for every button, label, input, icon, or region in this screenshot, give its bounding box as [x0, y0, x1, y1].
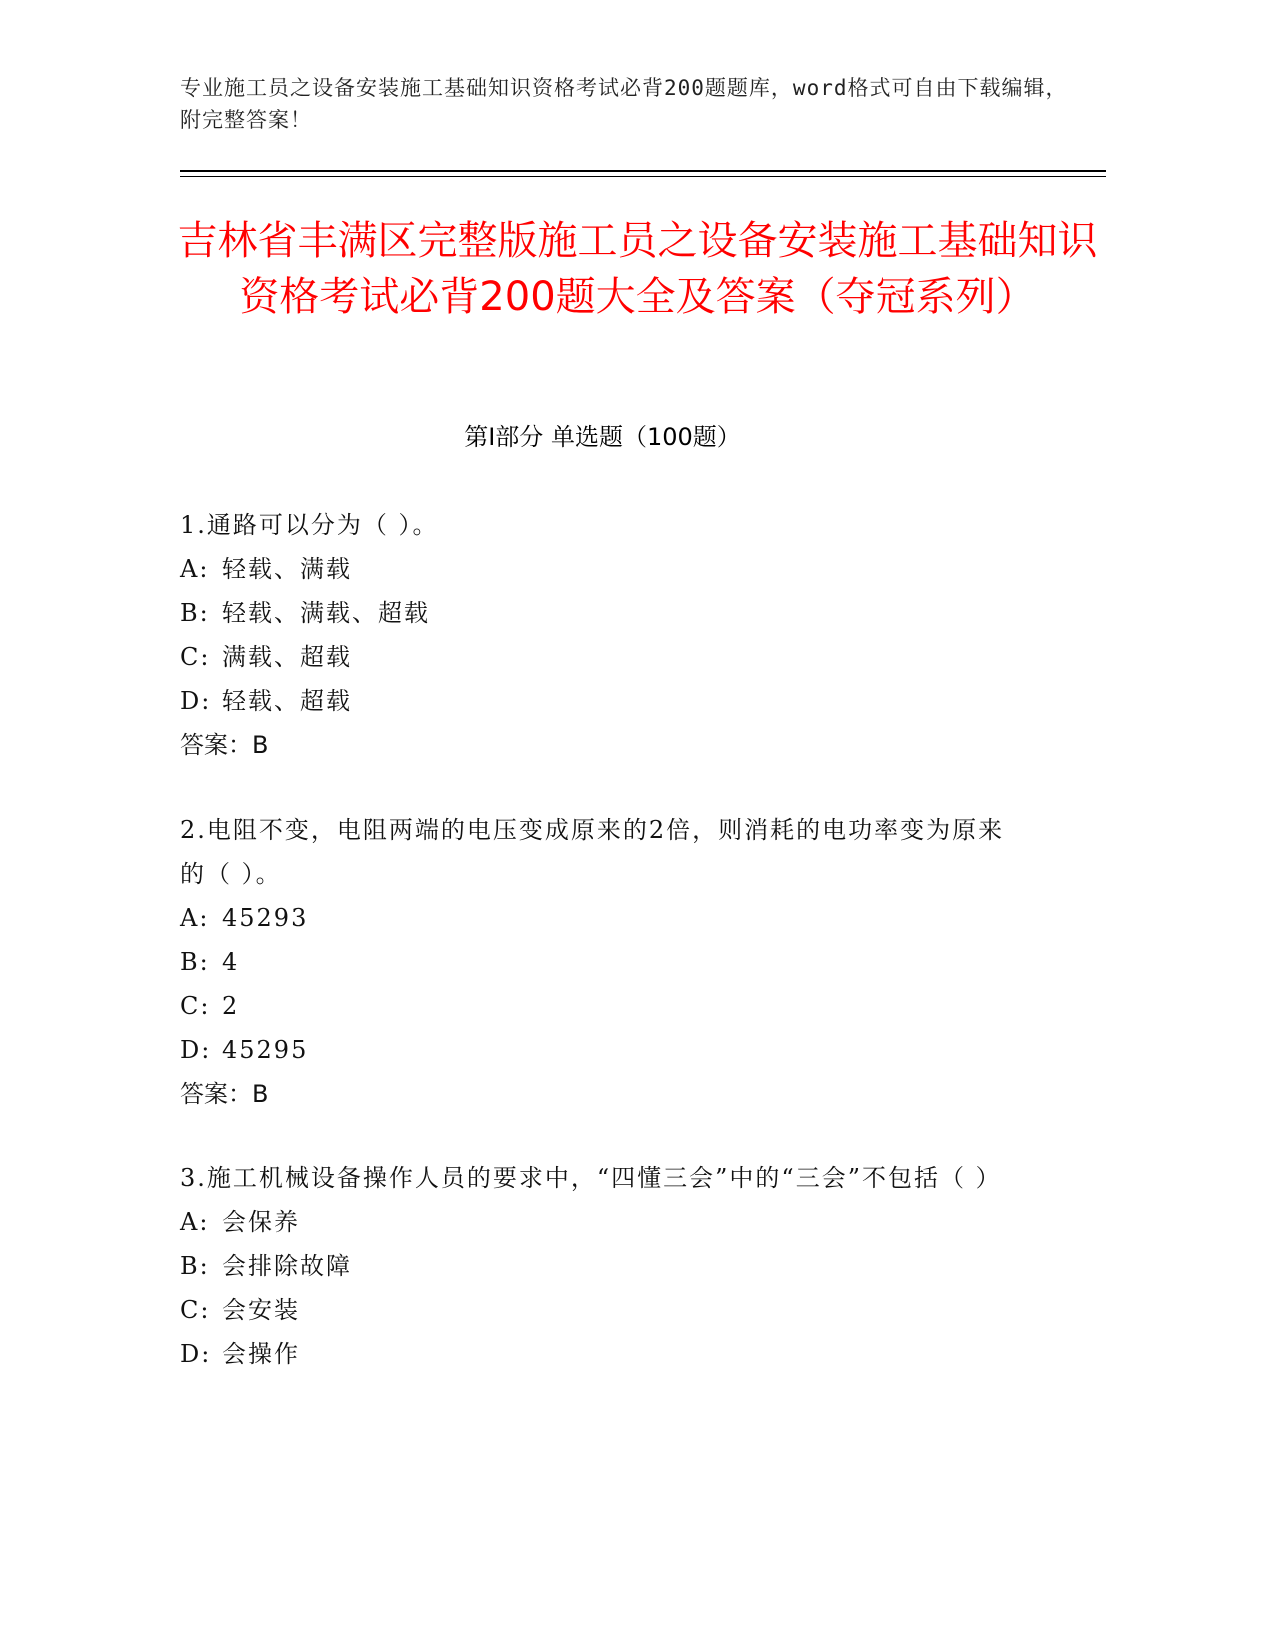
header-note: 专业施工员之设备安装施工基础知识资格考试必背200题题库，word格式可自由下载编辑，附完整答案！ — [180, 76, 1068, 132]
option-d — [180, 679, 1030, 723]
option-text: 会保养 — [222, 1208, 300, 1236]
question-stem: 1.通路可以分为（ ）。 — [180, 511, 439, 539]
answer-line: 答案：B — [180, 731, 269, 759]
option-letter: C: — [180, 643, 211, 671]
question-stem: 2.电阻不变，电阻两端的电压变成原来的2倍，则消耗的电功率变为原来的（ ）。 — [180, 816, 1005, 888]
question-3 — [180, 1156, 1030, 1376]
option-b — [180, 1244, 1030, 1288]
option-text: 2 — [222, 992, 240, 1020]
option-text: 轻载、满载 — [222, 555, 352, 583]
option-text: 会排除故障 — [222, 1252, 352, 1280]
option-d — [180, 1332, 1030, 1376]
option-c — [180, 1288, 1030, 1332]
option-letter: D: — [180, 687, 212, 715]
question-2 — [180, 808, 1030, 1116]
option-letter: D: — [180, 1036, 212, 1064]
option-c — [180, 984, 1030, 1028]
option-text: 满载、超载 — [222, 643, 352, 671]
option-b — [180, 940, 1030, 984]
question-stem: 3.施工机械设备操作人员的要求中，“四懂三会”中的“三会”不包括（ ） — [180, 1164, 1002, 1192]
header-divider-thick — [180, 170, 1106, 172]
option-letter: B: — [180, 1252, 210, 1280]
option-b — [180, 591, 1030, 635]
option-a — [180, 896, 1030, 940]
option-a — [180, 1200, 1030, 1244]
option-text: 轻载、超载 — [222, 687, 352, 715]
answer-line: 答案：B — [180, 1080, 269, 1108]
option-letter: A: — [180, 1208, 210, 1236]
option-letter: D: — [180, 1340, 212, 1368]
option-c — [180, 635, 1030, 679]
header-divider-thin — [180, 176, 1106, 177]
option-text: 45293 — [222, 904, 309, 932]
option-letter: A: — [180, 904, 210, 932]
section-heading: 第Ⅰ部分 单选题（100题） — [464, 423, 741, 451]
option-text: 4 — [222, 948, 240, 976]
option-text: 轻载、满载、超载 — [222, 599, 430, 627]
option-letter: C: — [180, 992, 211, 1020]
option-text: 会安装 — [222, 1296, 300, 1324]
option-letter: C: — [180, 1296, 211, 1324]
option-letter: A: — [180, 555, 210, 583]
option-letter: B: — [180, 599, 210, 627]
option-text: 45295 — [222, 1036, 309, 1064]
option-d — [180, 1028, 1030, 1072]
question-1 — [180, 503, 1030, 767]
document-title: 吉林省丰满区完整版施工员之设备安装施工基础知识资格考试必背200题大全及答案（夺冠系列） — [177, 218, 1098, 320]
option-letter: B: — [180, 948, 210, 976]
option-text: 会操作 — [222, 1340, 300, 1368]
option-a — [180, 547, 1030, 591]
